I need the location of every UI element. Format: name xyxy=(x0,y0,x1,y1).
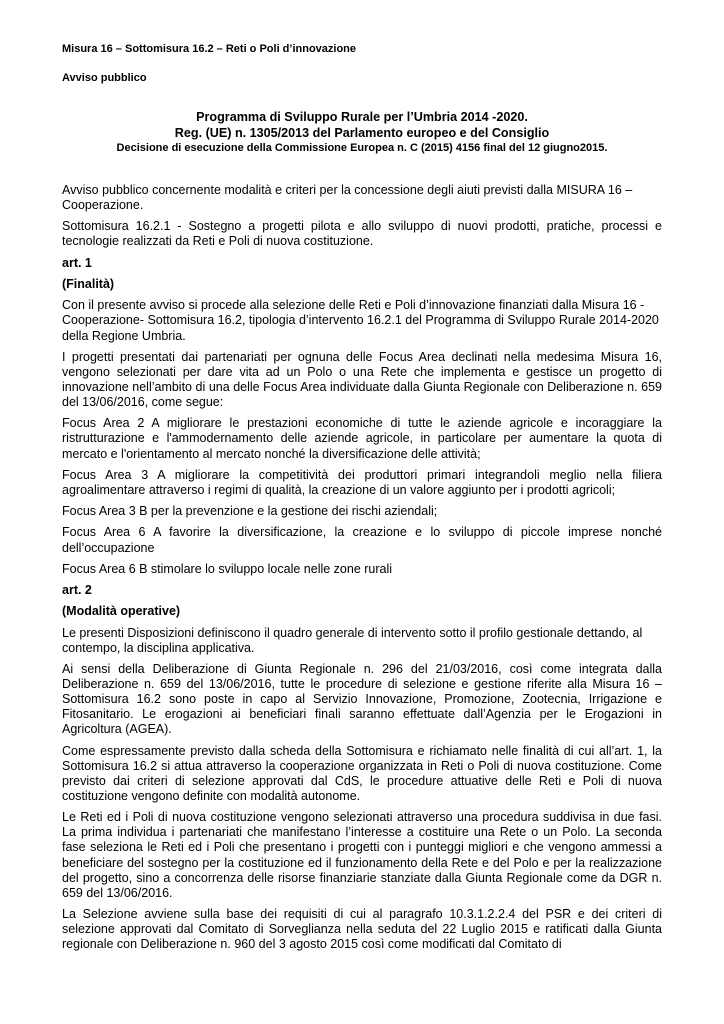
document-body xyxy=(62,183,662,959)
focus-area-item: Focus Area 6 A favorire la diversificazione, la creazione e lo sviluppo di piccole imprese nonché dell’occupazione xyxy=(62,525,662,555)
focus-area-item: Focus Area 3 B per la prevenzione e la gestione dei rischi aziendali; xyxy=(62,504,438,519)
notice-header: Avviso pubblico xyxy=(62,72,147,84)
art2-paragraph-3: Come espressamente previsto dalla scheda della Sottomisura e richiamato nelle finalità di cui all’art. 1, la Sottomisura 16.2 si attua attraverso la cooperazione organizzata in Reti o Poli di nuova costituzione. Come previsto dai criteri di selezione approvati dal CdS, le procedure attuative delle Reti e Poli di nuova costituzione vengono definite con modalità autonome. xyxy=(62,743,662,803)
art1-heading: art. 1 xyxy=(62,255,92,270)
focus-area-item: Focus Area 3 A migliorare la competitività dei produttori primari integrandoli meglio nella filiera agroalimentare attraverso i regimi di qualità, la creazione di un valore aggiunto per i prodotti agricoli; xyxy=(62,467,662,497)
art2-paragraph-2: Ai sensi della Deliberazione di Giunta Regionale n. 296 del 21/03/2016, così come integrata dalla Deliberazione n. 659 del 13/06/2016, tutte le procedure di selezione e gestione riferite alla Misura 16 – Sottomisura 16.2 sono poste in capo al Servizio Innovazione, Promozione, Zootecnia, Irrigazione e Fitosanitario. Le erogazioni ai beneficiari finali saranno effettuate dall’Agenzia per le Erogazioni in Agricoltura (AGEA). xyxy=(62,662,662,737)
title-line-1: Programma di Sviluppo Rurale per l’Umbria 2014 -2020. xyxy=(196,110,528,124)
focus-area-item: Focus Area 2 A migliorare le prestazioni economiche di tutte le aziende agricole e incoraggiare la ristrutturazione e l'ammodernamento delle aziende agricole, in particolare per aumentare la quota di mercato e l'orientamento al mercato nonché la diversificazione delle attività; xyxy=(62,416,662,461)
art2-paragraph-4: Le Reti ed i Poli di nuova costituzione vengono selezionati attraverso una procedura suddivisa in due fasi. La prima individua i partenariati che manifestano l’interesse a costituire una Rete o un Polo. La seconda fase seleziona le Reti ed i Poli che presentano i progetti con i punteggi migliori e che vengono ammessi a beneficiare del sostegno per la costituzione ed il funzionamento della Rete e del Polo e per la realizzazione del progetto, sino a concorrenza delle risorse finanziarie stanziate dalla Giunta Regionale come da DGR n. 659 del 13/06/2016. xyxy=(62,810,662,900)
intro-paragraph-1: Avviso pubblico concernente modalità e criteri per la concessione degli aiuti previsti dalla MISURA 16 – Cooperazione. xyxy=(62,183,633,213)
art2-subheading: (Modalità operative) xyxy=(62,604,181,619)
focus-area-item: Focus Area 6 B stimolare lo sviluppo locale nelle zone rurali xyxy=(62,561,393,576)
art2-paragraph-5: La Selezione avviene sulla base dei requisiti di cui al paragrafo 10.3.1.2.2.4 del PSR e dei criteri di selezione approvati dal Comitato di Sorveglianza nella seduta del 22 Luglio 2015 e ratificati dalla Giunta regionale con Deliberazione n. 960 del 3 agosto 2015 così come modificati dal Comitato di xyxy=(62,907,662,952)
document-title xyxy=(62,109,662,156)
title-line-2: Reg. (UE) n. 1305/2013 del Parlamento europeo e del Consiglio xyxy=(174,126,550,140)
art2-paragraph-1: Le presenti Disposizioni definiscono il quadro generale di intervento sotto il profilo gestionale dettando, al contempo, la disciplina applicativa. xyxy=(62,625,643,655)
intro-paragraph-2: Sottomisura 16.2.1 - Sostegno a progetti pilota e allo sviluppo di nuovi prodotti, pratiche, processi e tecnologie realizzati da Reti e Poli di nuova costituzione. xyxy=(62,219,662,249)
title-line-3: Decisione di esecuzione della Commissione Europea n. C (2015) 4156 final del 12 giugno2015. xyxy=(116,142,608,154)
art1-paragraph-2: I progetti presentati dai partenariati per ognuna delle Focus Area declinati nella medesima Misura 16, vengono selezionati per dare vita ad un Polo o una Rete che implementa e gestisce un progetto di innovazione nell’ambito di una delle Focus Area individuate dalla Giunta Regionale con Deliberazione n. 659 del 13/06/2016, come segue: xyxy=(62,349,662,410)
art2-heading: art. 2 xyxy=(62,583,92,598)
measure-header: Misura 16 – Sottomisura 16.2 – Reti o Poli d’innovazione xyxy=(62,43,357,55)
art1-subheading: (Finalità) xyxy=(62,277,115,292)
art1-paragraph-1: Con il presente avviso si procede alla selezione delle Reti e Poli d’innovazione finanziati dalla Misura 16 - Cooperazione- Sottomisura 16.2, tipologia d’intervento 16.2.1 del Programma di Sviluppo Rurale 2014-2020 della Regione Umbria. xyxy=(62,298,659,343)
